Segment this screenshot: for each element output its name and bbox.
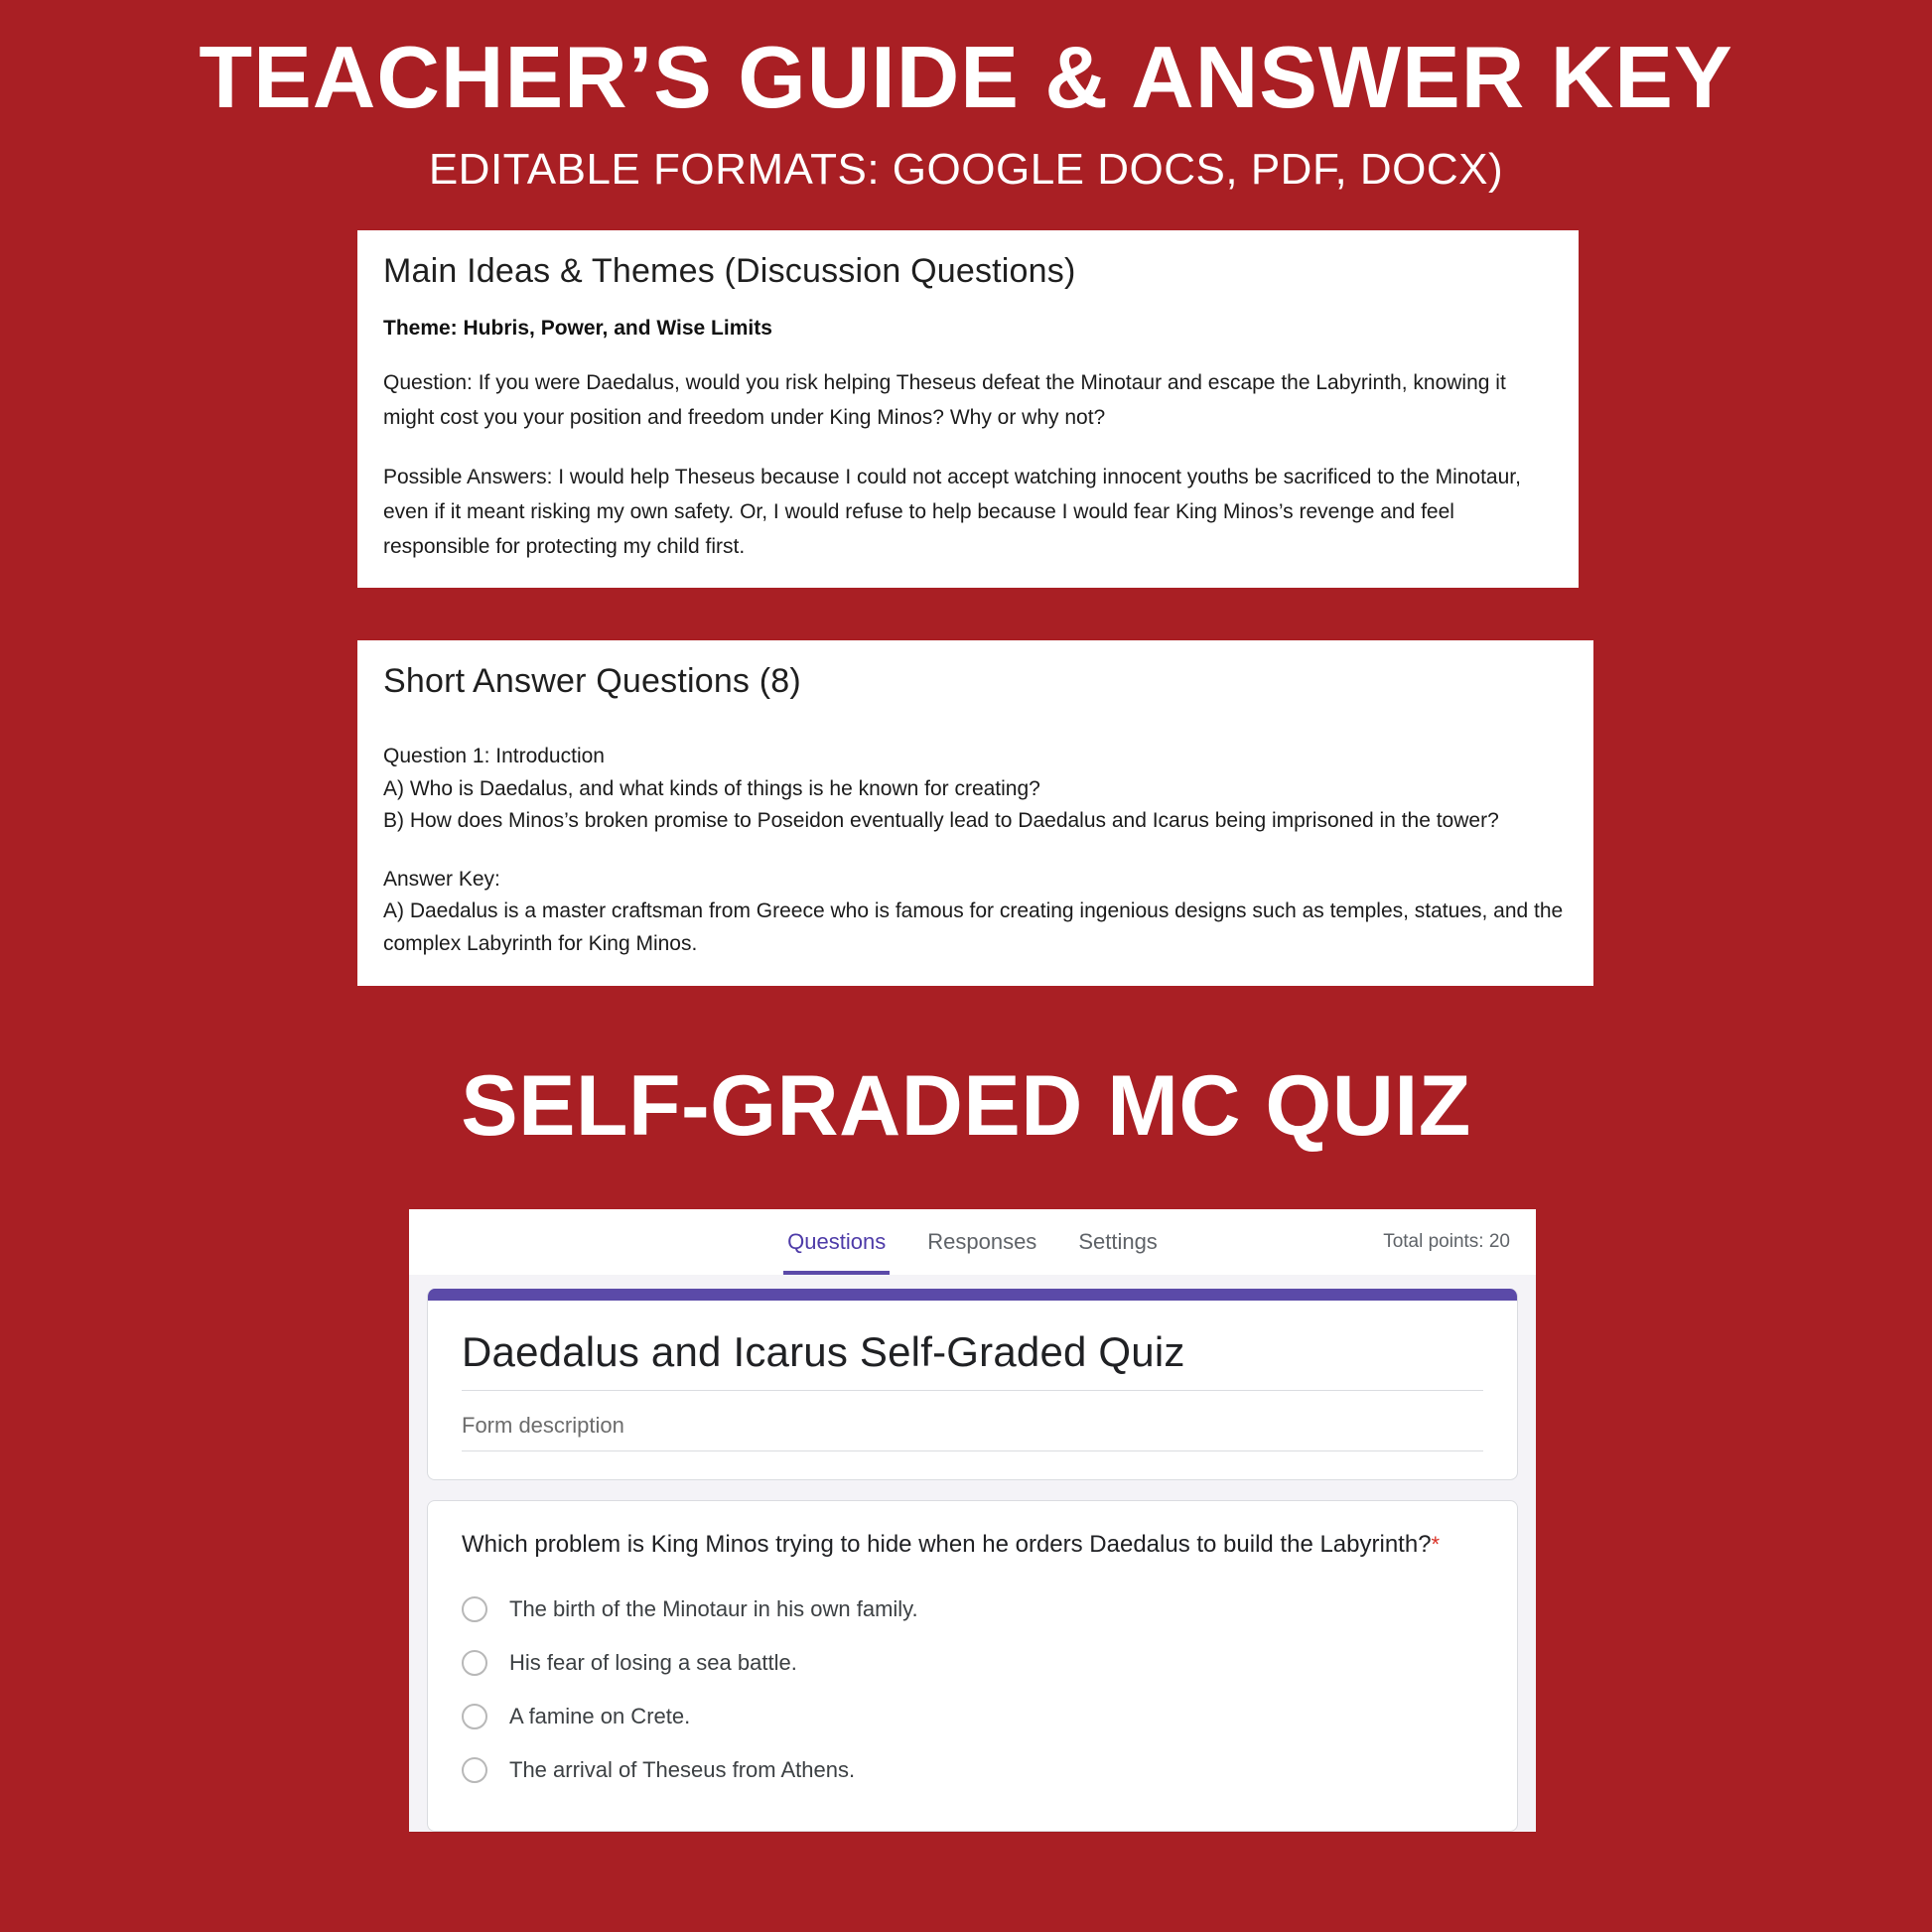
google-form-preview [409,1209,1536,1932]
doc2-question-label: Question 1: Introduction [383,745,605,767]
doc1-heading: Main Ideas & Themes (Discussion Questions) [383,252,1076,290]
radio-icon[interactable] [462,1704,487,1729]
doc1-possible-answers: Possible Answers: I would help Theseus because I could not accept watching innocent youths be sacrificed to the Minotaur, even if it meant risking my own safety. Or, I would refuse to help because I would fear King Minos’s revenge and feel responsible for protecting my child first. [383,466,1521,558]
form-title-input[interactable]: Daedalus and Icarus Self-Graded Quiz [462,1328,1483,1391]
required-asterisk: * [1431,1532,1441,1557]
hero-header [0,0,1932,195]
option-row[interactable] [462,1583,1483,1636]
radio-icon[interactable] [462,1650,487,1676]
form-body [409,1275,1536,1832]
option-label: His fear of losing a sea battle. [509,1650,797,1675]
tab-questions[interactable]: Questions [783,1209,890,1275]
form-tabbar [409,1209,1536,1275]
total-points-label: Total points: 20 [1383,1231,1510,1252]
form-title-card-inner [428,1301,1517,1479]
option-row[interactable] [462,1743,1483,1797]
option-label: The birth of the Minotaur in his own family. [509,1596,918,1621]
doc2-answer-key-label: Answer Key: [383,867,500,891]
option-label: The arrival of Theseus from Athens. [509,1757,856,1782]
doc2-heading: Short Answer Questions (8) [383,662,801,700]
question-text [462,1531,1483,1559]
form-title-card[interactable] [427,1289,1518,1480]
form-description-input[interactable]: Form description [462,1391,1483,1451]
doc1-theme: Theme: Hubris, Power, and Wise Limits [383,317,772,340]
document-preview-short-answer [357,640,1593,986]
form-accent-bar [428,1289,1517,1301]
tab-settings[interactable]: Settings [1078,1229,1158,1254]
doc2-answer-group [383,864,1568,961]
form-question-card[interactable] [427,1500,1518,1832]
tab-responses[interactable]: Responses [927,1229,1037,1254]
radio-icon[interactable] [462,1757,487,1783]
radio-icon[interactable] [462,1596,487,1622]
form-window [409,1209,1536,1832]
page-subtitle: EDITABLE FORMATS: GOOGLE DOCS, PDF, DOCX) [428,145,1504,195]
option-label: A famine on Crete. [509,1704,691,1728]
form-question-inner [428,1501,1517,1831]
document-preview-main-ideas [357,230,1579,588]
option-row[interactable] [462,1636,1483,1690]
section-title-quiz: SELF-GRADED MC QUIZ [461,1058,1471,1154]
doc2-question-b: B) How does Minos’s broken promise to Poseidon eventually lead to Daedalus and Icarus being imprisoned in the tower? [383,809,1499,833]
doc2-question-group [383,741,1568,838]
doc1-question: Question: If you were Daedalus, would you risk helping Theseus defeat the Minotaur and escape the Labyrinth, knowing it might cost you your position and freedom under King Minos? Why or why not? [383,371,1506,429]
question-text-label: Which problem is King Minos trying to hide when he orders Daedalus to build the Labyrinth? [462,1531,1432,1558]
page-title: TEACHER’S GUIDE & ANSWER KEY [199,28,1733,126]
doc2-answer-a: A) Daedalus is a master craftsman from Greece who is famous for creating ingenious designs such as temples, statues, and the complex Labyrinth for King Minos. [383,899,1564,955]
form-tabs [783,1209,1162,1275]
option-row[interactable] [462,1690,1483,1743]
doc2-question-a: A) Who is Daedalus, and what kinds of things is he known for creating? [383,776,1040,800]
doc2-spacer [383,727,1568,741]
